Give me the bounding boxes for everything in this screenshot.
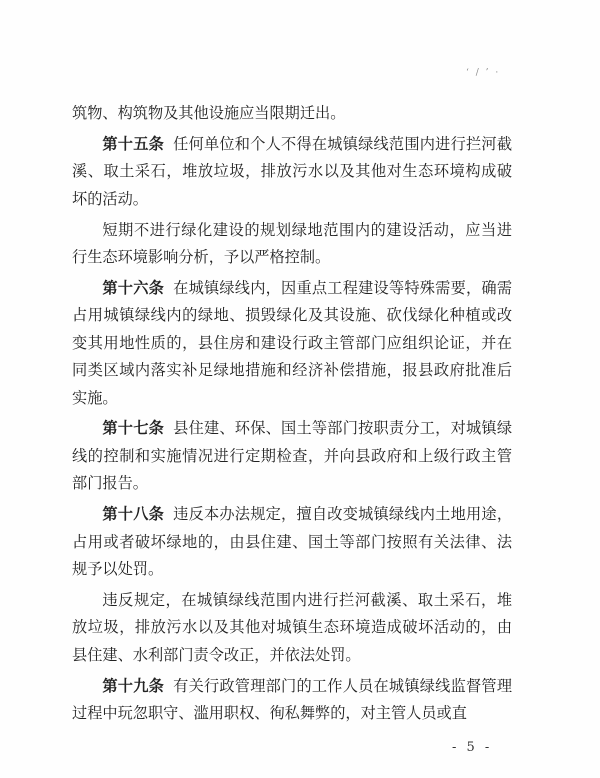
article-number: 第十八条 — [102, 505, 165, 524]
paragraph-text: 县住建、环保、国土等部门按职责分工，对城镇绿线的控制和实施情况进行定期检查，并向县政府和上级行政主管部门报告。 — [72, 419, 513, 493]
article-19-paragraph — [72, 673, 512, 728]
article-number: 第十九条 — [102, 676, 165, 695]
paragraph-text: 任何单位和个人不得在城镇绿线范围内进行拦河截溪、取土采石，堆放垃圾，排放污水以及其他对生态环境构成破坏的活动。 — [72, 134, 513, 208]
paragraph-text: 筑物、构筑物及其他设施应当限期迁出。 — [72, 104, 346, 122]
article-18-paragraph — [72, 501, 512, 583]
scan-artifact-mark: ‘ / ’ · — [466, 68, 501, 78]
article-18-sub-paragraph — [72, 587, 512, 669]
paragraph-text: 短期不进行绿化建设的规划绿地范围内的建设活动，应当进行生态环境影响分析，予以严格控制。 — [72, 220, 512, 267]
paragraph-text: 在城镇绿线内，因重点工程建设等特殊需要，确需占用城镇绿线内的绿地、损毁绿化及其设施、砍伐绿化种植或改变其用地性质的，县住房和建设行政主管部门应组织论证，并在同类区域内落实补足绿地措施和经济补偿措施，报县政府批准后实施。 — [72, 278, 513, 407]
article-17-paragraph — [72, 415, 512, 497]
page-number: - 5 - — [452, 740, 493, 755]
paragraph-text: 违反本办法规定，擅自改变城镇绿线内土地用途，占用或者破坏绿地的，由县住建、国土等部门按照有关法律、法规予以处罚。 — [72, 505, 513, 578]
article-16-paragraph — [72, 275, 512, 412]
article-number: 第十五条 — [102, 134, 165, 153]
article-15-paragraph — [72, 131, 512, 213]
paragraph-text: 违反规定，在城镇绿线范围内进行拦河截溪、取土采石，堆放垃圾，排放污水以及其他对城镇生态环境造成破坏活动的，由县住建、水利部门责令改正，并依法处罚。 — [72, 590, 512, 664]
paragraph-continuation — [72, 100, 512, 127]
article-15-sub-paragraph — [72, 217, 512, 272]
article-number: 第十六条 — [102, 278, 165, 297]
article-number: 第十七条 — [102, 419, 165, 438]
paragraph-text: 有关行政管理部门的工作人员在城镇绿线监督管理过程中玩忽职守、滥用职权、徇私舞弊的，对主管人员或直 — [72, 676, 513, 723]
document-body — [72, 100, 512, 727]
